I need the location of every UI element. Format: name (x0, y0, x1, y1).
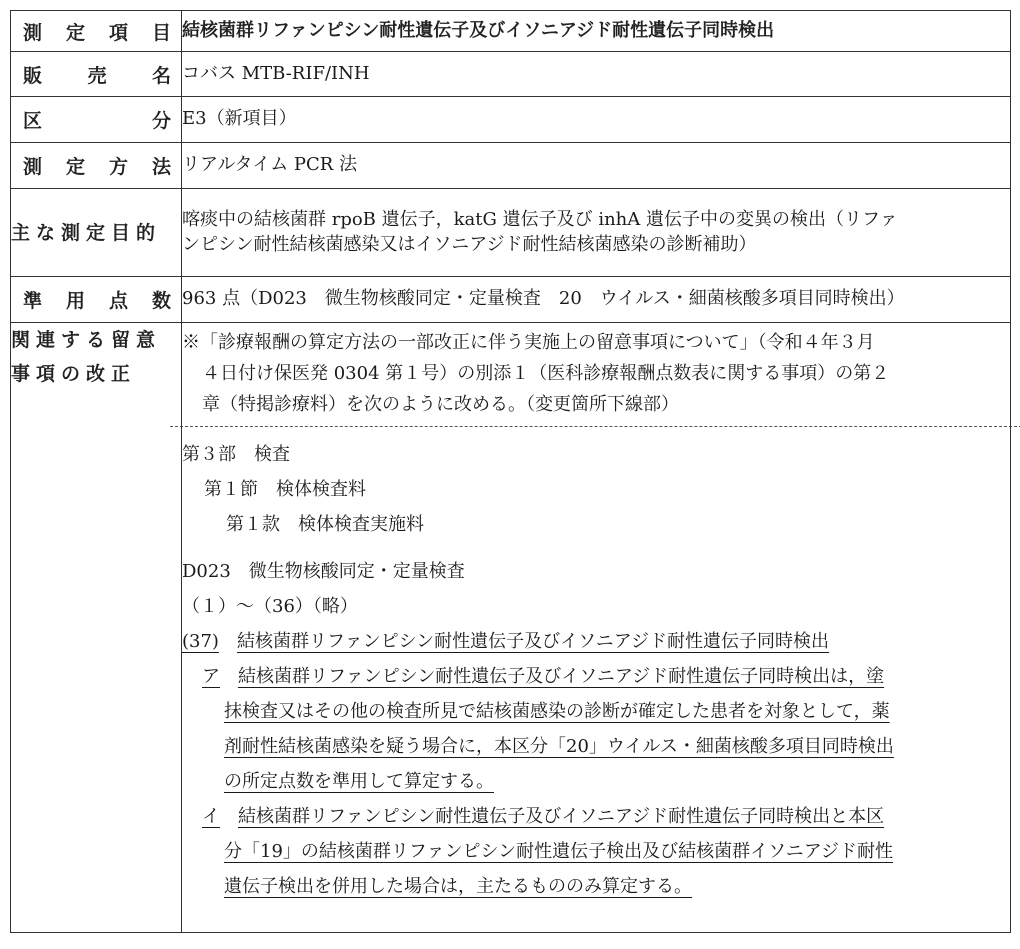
subitem-a-line: 剤耐性結核菌感染を疑う場合に，本区分「20」ウイルス・細菌核酸多項目同時検出 (224, 736, 894, 757)
item-37-heading (182, 624, 1010, 659)
subitem-i-line: 遺伝子検出を併用した場合は，主たるもののみ算定する。 (224, 876, 692, 897)
label-char: 売 (87, 64, 107, 87)
label-cell (11, 97, 182, 143)
sales-name: コバス MTB-RIF/INH (182, 52, 1011, 97)
purpose-value (182, 189, 1011, 277)
category-value: E3（新項目） (182, 97, 1011, 143)
part-heading: 第３部 検査 (182, 444, 290, 465)
code-heading: D023 微生物核酸同定・定量検査 (182, 561, 465, 582)
purpose-line: ンピシン耐性結核菌感染又はイソニアジド耐性結核菌感染の診断補助） (182, 233, 757, 255)
label-char: 区 (23, 110, 43, 132)
notes-label (11, 323, 182, 933)
amendment-body (182, 427, 1010, 908)
item-37-number: (37) (182, 631, 219, 652)
row-sales-name (11, 52, 1011, 97)
row-category (11, 97, 1011, 143)
row-notes (11, 323, 1011, 933)
subitem-a-line: 結核菌群リファンピシン耐性遺伝子及びイソニアジド耐性遺伝子同時検出は，塗 (238, 666, 885, 687)
label-char: 名 (151, 64, 171, 87)
spacer (182, 542, 1010, 554)
row-method (11, 143, 1011, 189)
row-purpose (11, 189, 1011, 277)
row-item (11, 11, 1011, 52)
label-char: 販 (23, 64, 43, 87)
label-char: 数 (151, 290, 171, 312)
omitted-range: （１）～（36）（略） (182, 596, 358, 617)
label-char: 方 (108, 156, 128, 178)
subitem-i-line: 結核菌群リファンピシン耐性遺伝子及びイソニアジド耐性遺伝子同時検出と本区 (238, 806, 885, 827)
points-value: 963 点（D023 微生物核酸同定・定量検査 20 ウイルス・細菌核酸多項目同時検出） (182, 277, 1011, 323)
label-char: 分 (151, 110, 171, 132)
label-char: 定 (65, 21, 85, 44)
subitem-a-mark: ア (202, 666, 220, 687)
subitem-i-mark: イ (202, 806, 220, 827)
label-cell (11, 11, 182, 52)
row-points (11, 277, 1011, 323)
subitem-a-line: の所定点数を準用して算定する。 (224, 771, 494, 792)
notes-intro (182, 323, 1010, 426)
label-char: 測 (23, 156, 43, 178)
section-heading: 第１節 検体検査料 (204, 479, 366, 500)
label-char: 目 (151, 21, 171, 44)
label-char: 定 (65, 156, 85, 178)
intro-line: ４日付け保医発 0304 第１号）の別添１（医科診療報酬点数表に関する事項）の第２ (202, 363, 890, 384)
item-37-title: 結核菌群リファンピシン耐性遺伝子及びイソニアジド耐性遺伝子同時検出 (236, 631, 830, 652)
item-name: 結核菌群リファンピシン耐性遺伝子及びイソニアジド耐性遺伝子同時検出 (182, 11, 1011, 52)
notes-value (182, 323, 1011, 933)
subitem-i (182, 799, 1010, 904)
notes-label-line: 関連する留意 (11, 329, 162, 351)
subitem-a (182, 659, 1010, 799)
intro-line: 章（特掲診療料）を次のように改める。（変更箇所下線部） (202, 394, 679, 415)
info-table (10, 10, 1011, 933)
label-char: 準 (23, 290, 43, 312)
purpose-line: 喀痰中の結核菌群 rpoB 遺伝子，katG 遺伝子及び inhA 遺伝子中の変異の検出（リファ (182, 209, 898, 231)
intro-line: ※「診療報酬の算定方法の一部改正に伴う実施上の留意事項について」（令和４年３月 (182, 332, 875, 353)
notes-label-line: 事項の改正 (11, 363, 137, 385)
label-char: 測 (23, 21, 43, 44)
label-cell (11, 143, 182, 189)
subsection-heading: 第１款 検体検査実施料 (226, 514, 424, 535)
subitem-a-line: 抹検査又はその他の検査所見で結核菌感染の診断が確定した患者を対象として，薬 (224, 701, 890, 722)
label-char: 用 (65, 290, 85, 312)
label-cell (11, 52, 182, 97)
purpose-label: 主な測定目的 (11, 189, 182, 277)
label-char: 法 (151, 156, 171, 178)
label-char: 項 (108, 21, 128, 44)
document (10, 10, 1011, 940)
method-value: リアルタイム PCR 法 (182, 143, 1011, 189)
subitem-i-line: 分「19」の結核菌群リファンピシン耐性遺伝子検出及び結核菌群イソニアジド耐性 (224, 841, 894, 862)
label-char: 点 (108, 290, 128, 312)
label-cell (11, 277, 182, 323)
